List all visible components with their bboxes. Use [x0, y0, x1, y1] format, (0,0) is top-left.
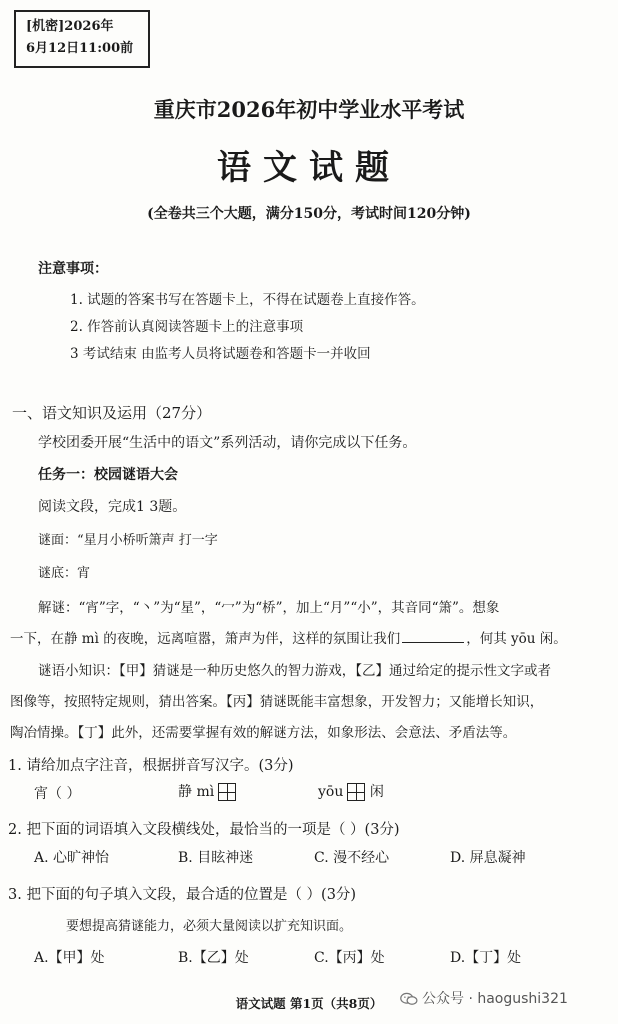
confidential-box	[14, 10, 150, 68]
q3-option-a: A.【甲】处	[34, 950, 105, 966]
question-1: 1. 请给加点字注音，根据拼音写汉字。(3分)	[8, 758, 294, 774]
watermark-text: 公众号 · haogushi321	[422, 991, 568, 1007]
q1-part-c-label: yōu	[318, 784, 344, 800]
q3-sentence: 要想提高猜谜能力，必须大量阅读以扩充知识面。	[66, 919, 353, 934]
section-title: 一、语文知识及运用（27分）	[12, 404, 212, 422]
knowledge-line-3: 陶冶情操。【丁】此外，还需要掌握有效的解谜方法，如象形法、会意法、矛盾法等。	[10, 725, 517, 741]
wechat-icon	[400, 992, 418, 1006]
knowledge-line-2: 图像等，按照特定规则，猜出答案。【丙】猜谜既能丰富想象，开发智力；又能增长知识，	[10, 694, 544, 710]
notice-title: 注意事项：	[38, 261, 108, 277]
q1-part-a: 宵（ ）	[34, 786, 81, 802]
reading-instruction: 阅读文段，完成1 3题。	[38, 499, 187, 515]
task-title: 任务一：校园谜语大会	[38, 467, 178, 483]
confidential-line-2: 6月12日11:00前	[26, 41, 134, 56]
wechat-watermark	[400, 988, 568, 1008]
explanation-line-2	[10, 627, 567, 647]
answer-blank	[402, 630, 464, 643]
notice-item-3: 3 考试结束 由监考人员将试题卷和答题卡一并收回	[70, 346, 371, 362]
confidential-line-1: [机密]2026年	[26, 19, 114, 34]
question-3: 3. 把下面的句子填入文段，最合适的位置是（ ）(3分)	[8, 887, 357, 903]
exam-name: 重庆市2026年初中学业水平考试	[153, 97, 465, 122]
explanation-text-a: 一下，在静 mì 的夜晚，远离喧嚣，箫声为伴，这样的氛围让我们	[10, 631, 401, 647]
q1-part-b	[178, 781, 236, 801]
q1-part-c	[318, 781, 384, 801]
q2-option-c: C. 漫不经心	[314, 850, 390, 866]
riddle-question: 谜面：“星月小桥听箫声 打一字	[38, 533, 218, 548]
knowledge-line-1: 谜语小知识：【甲】猜谜是一种历史悠久的智力游戏，【乙】通过给定的提示性文字或者	[38, 663, 551, 679]
q2-option-d: D. 屏息凝神	[450, 850, 526, 866]
q3-option-d: D.【丁】处	[450, 950, 522, 966]
writing-box	[218, 783, 236, 801]
writing-box	[347, 783, 365, 801]
q1-part-b-label: 静 mì	[178, 784, 215, 800]
q2-option-b: B. 目眩神迷	[178, 850, 254, 866]
q1-part-c-suffix: 闲	[369, 784, 384, 800]
question-2: 2. 把下面的词语填入文段横线处，最恰当的一项是（ ）(3分)	[8, 822, 400, 838]
explanation-line-1: 解谜：“宵”字，“丶”为“星”，“冖”为“桥”，加上“月”“小”，其音同“箫”。想象	[38, 600, 500, 616]
notice-item-1: 1. 试题的答案书写在答题卡上，不得在试题卷上直接作答。	[70, 292, 425, 308]
explanation-text-b: ，何其 yōu 闲。	[466, 631, 567, 647]
activity-intro: 学校团委开展“生活中的语文”系列活动，请你完成以下任务。	[38, 435, 417, 451]
q2-option-a: A. 心旷神怡	[34, 850, 110, 866]
q3-option-c: C.【丙】处	[314, 950, 385, 966]
q3-option-b: B.【乙】处	[178, 950, 249, 966]
notice-item-2: 2. 作答前认真阅读答题卡上的注意事项	[70, 319, 304, 335]
page-footer: 语文试题 第1页（共8页）	[235, 996, 383, 1011]
subject-title: 语文试题	[217, 148, 401, 188]
riddle-answer: 谜底：宵	[38, 566, 91, 581]
exam-info: (全卷共三个大题，满分150分，考试时间120分钟)	[147, 206, 471, 222]
